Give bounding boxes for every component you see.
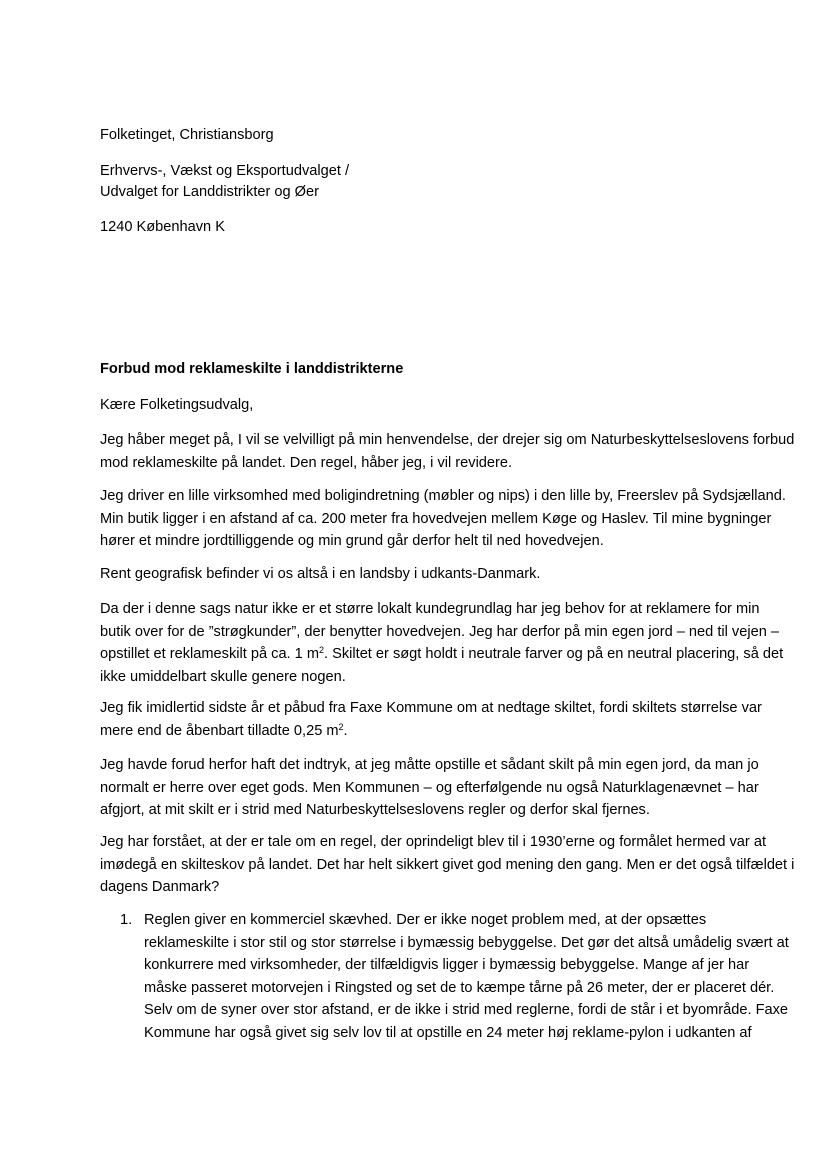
text-line: mod reklameskilte på landet. Den regel, håber jeg, i vil revidere.	[100, 454, 513, 471]
text-line: normalt er herre over eget gods. Men Kommunen – og efterfølgende nu også Naturklagenævnet – har	[100, 779, 759, 796]
text-line: Jeg havde forud herfor haft det indtryk, at jeg måtte opstille et sådant skilt på min egen jord, da man jo	[100, 757, 759, 773]
text-line: Min butik ligger i en afstand af ca. 200 meter fra hovedvejen mellem Køge og Haslev. Til mine bygninger	[100, 510, 772, 527]
text-line: Jeg fik imidlertid sidste år et påbud fra Faxe Kommune om at nedtage skiltet, fordi skiltets størrelse var	[100, 700, 762, 716]
text-line: ikke umiddelbart skulle genere nogen.	[100, 668, 346, 685]
recipient-postal: 1240 København K	[100, 219, 225, 235]
text-line: Jeg har forstået, at der er tale om en regel, der oprindeligt blev til i 1930’erne og formålet hermed var at	[100, 834, 766, 850]
text-fragment: mere end de åbenbart tilladte 0,25 m	[100, 722, 339, 739]
recipient-committee-2: Udvalget for Landdistrikter og Øer	[100, 184, 320, 200]
superscript: 2	[338, 721, 344, 732]
text-line: butik over for de ”strøgkunder”, der benytter hovedvejen. Jeg har derfor på min egen jord – ned til vejen –	[100, 623, 779, 640]
paragraph-7	[100, 831, 795, 899]
text-line: afgjort, at mit skilt er i strid med Naturbeskyttelseslovens regler og derfor skal fjernes.	[100, 802, 650, 818]
text-line: reklameskilte i stor stil og stor størrelse i bymæssig bebyggelse. Det gør det altså umådelig svært at	[144, 934, 789, 951]
text-line: Reglen giver en kommerciel skævhed. Der er ikke noget problem med, at der opsættes	[144, 912, 707, 928]
text-fragment: . Skiltet er søgt holdt i neutrale farver og på en neutral placering, så det	[324, 646, 784, 662]
text-line: Jeg driver en lille virksomhed med boligindretning (møbler og nips) i den lille by, Freerslev på Sydsjælland.	[100, 488, 786, 504]
text-line: dagens Danmark?	[100, 879, 220, 895]
paragraph-6	[100, 754, 759, 822]
list-number: 1.	[120, 912, 133, 928]
text-line: hører et mindre jordtilliggende og min grund går derfor helt til ned hovedvejen.	[100, 533, 604, 549]
paragraph-2	[100, 485, 786, 553]
text-fragment: .	[343, 722, 348, 739]
text-line: konkurrere med virksomheder, der tilfældigvis ligger i bymæssig bebyggelse. Mange af jer har	[144, 957, 750, 973]
paragraph-3	[100, 563, 745, 586]
paragraph-1	[100, 429, 795, 474]
text-line: Kommune har også givet sig selv lov til at opstille en 24 meter høj reklame-pylon i udkanten af	[144, 1024, 752, 1041]
text-line: imødegå en skilteskov på landet. Det har helt sikkert givet god mening den gang. Men er det også tilfældet i	[100, 856, 795, 873]
text-line: Da der i denne sags natur ikke er et større lokalt kundegrundlag har jeg behov for at reklamere for min	[100, 601, 760, 617]
text-fragment: opstillet et reklameskilt på ca. 1 m	[100, 646, 319, 662]
recipient-name: Folketinget, Christiansborg	[100, 127, 274, 143]
text-line: Jeg håber meget på, I vil se velvilligt på min henvendelse, der drejer sig om Naturbeskyttelseslovens forbud	[100, 432, 795, 448]
letter-subject: Forbud mod reklameskilte i landdistrikterne	[100, 361, 404, 377]
text-line: Rent geografisk befinder vi os altså i en landsby i udkants-Danmark.	[100, 566, 541, 582]
paragraph-5	[100, 697, 762, 742]
list-item-body	[144, 909, 789, 1044]
paragraph-4	[100, 598, 784, 688]
superscript: 2	[319, 645, 325, 655]
recipient-committee-1: Erhvervs-, Vækst og Eksportudvalget /	[100, 163, 350, 179]
text-line	[100, 643, 784, 666]
salutation: Kære Folketingsudvalg,	[100, 397, 254, 413]
text-line: måske passeret motorvejen i Ringsted og set de to kæmpe tårne på 26 meter, der er placeret dér.	[144, 979, 775, 996]
text-line	[100, 720, 745, 743]
text-line: Selv om de syner over stor afstand, er de ikke i strid med reglerne, fordi de står i et byområde. Faxe	[144, 1002, 789, 1018]
